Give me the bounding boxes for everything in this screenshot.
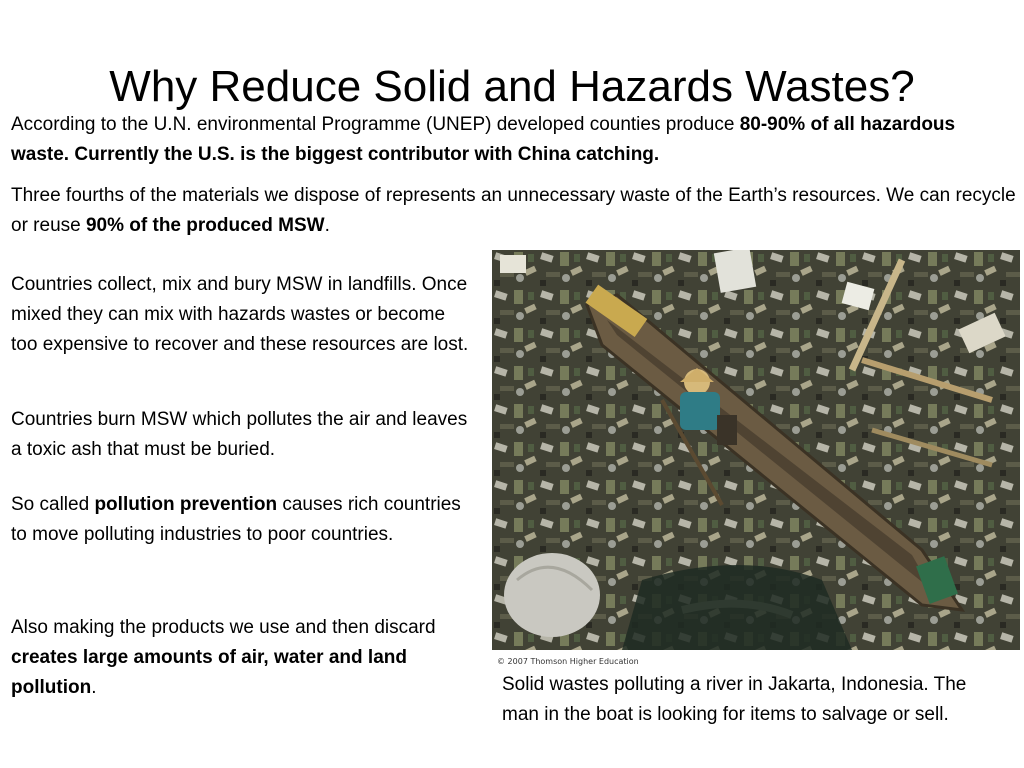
river-waste-photo	[492, 250, 1020, 650]
pollution-prevention-paragraph	[11, 490, 471, 550]
unep-emphasis: 80-90% of all hazardous waste. Currently the U.S. is the biggest contributor with China catching.	[11, 114, 956, 165]
resources-text: Three fourths of the materials we dispose of represents an unnecessary waste of the Earth’s resources. We can recycle or reuse	[11, 185, 1016, 236]
resources-emphasis: 90% of the produced MSW	[85, 215, 325, 236]
pp-end: causes rich countries to move polluting industries to poor countries.	[11, 494, 461, 545]
resources-paragraph	[11, 181, 1016, 241]
pp-emphasis: pollution prevention	[94, 494, 278, 515]
resources-end: .	[324, 215, 330, 236]
burn-paragraph: Countries burn MSW which pollutes the air and leaves a toxic ash that must be buried.	[11, 409, 468, 460]
unep-paragraph	[11, 110, 1016, 170]
landfill-paragraph: Countries collect, mix and bury MSW in landfills. Once mixed they can mix with hazards wastes or become too expensive to recover and these resources are lost.	[11, 274, 469, 355]
unep-text: According to the U.N. environmental Programme (UNEP) developed counties produce	[11, 114, 740, 135]
photo-caption: Solid wastes polluting a river in Jakarta, Indonesia. The man in the boat is looking for items to salvage or sell.	[502, 674, 967, 725]
pp-text: So called	[11, 494, 95, 515]
products-emphasis: creates large amounts of air, water and land pollution	[11, 647, 407, 698]
river-waste-illustration	[492, 250, 1020, 650]
products-text: Also making the products we use and then discard	[11, 617, 436, 638]
products-paragraph	[11, 613, 471, 703]
photo-credit: © 2007 Thomson Higher Education	[497, 657, 639, 666]
products-end: .	[91, 677, 97, 698]
slide-title: Why Reduce Solid and Hazards Wastes?	[109, 62, 915, 112]
